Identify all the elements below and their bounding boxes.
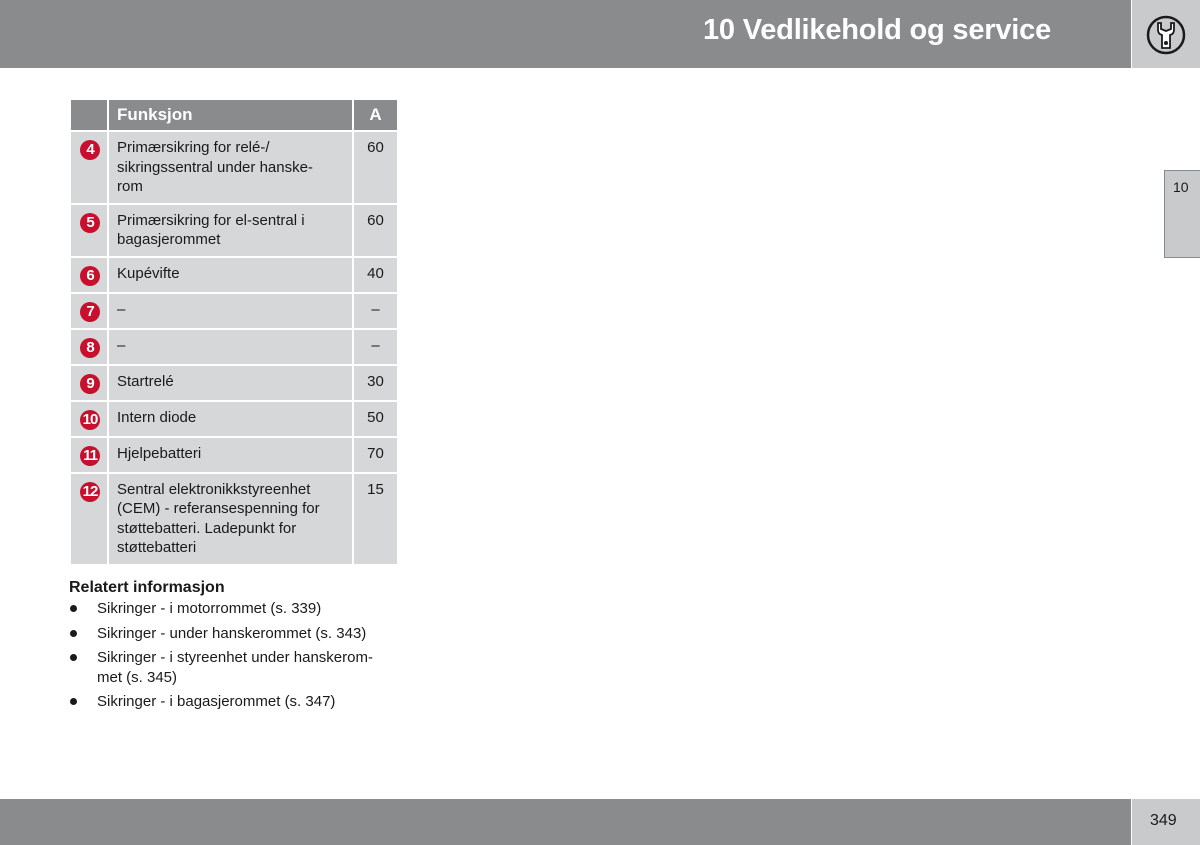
table-header-row [70,99,398,131]
list-item[interactable] [69,599,409,619]
amp-cell: – [353,293,398,329]
wrench-icon [1145,14,1187,56]
row-number-cell [70,329,108,365]
section-icon-box [1132,0,1200,68]
row-number-cell [70,204,108,257]
table-row [70,473,398,565]
position-badge: 11 [80,446,100,466]
row-number-cell [70,293,108,329]
table-row [70,437,398,473]
function-cell: Startrelé [108,365,353,401]
related-info-title: Relatert informasjon [69,579,225,596]
header-bar [0,0,1131,68]
position-badge: 4 [80,140,100,160]
chapter-tab-label: 10 [1173,179,1189,195]
header-amp-cell: A [353,99,398,131]
table-row [70,401,398,437]
table-row [70,257,398,293]
row-number-cell [70,401,108,437]
amp-cell: 50 [353,401,398,437]
row-number-cell [70,473,108,565]
amp-cell: 40 [353,257,398,293]
amp-cell: – [353,329,398,365]
function-cell: Primærsikring for relé-/ sikringssentral under hanske- rom [108,131,353,204]
position-badge: 8 [80,338,100,358]
amp-cell: 15 [353,473,398,565]
amp-cell: 30 [353,365,398,401]
position-badge: 7 [80,302,100,322]
row-number-cell [70,131,108,204]
table-row [70,204,398,257]
fuse-table-body [70,131,398,565]
row-number-cell [70,437,108,473]
table-row [70,329,398,365]
function-cell: – [108,329,353,365]
page-number: 349 [1150,812,1177,829]
footer-bar [0,799,1131,845]
row-number-cell [70,365,108,401]
page-number-box [1132,799,1200,845]
table-row [70,131,398,204]
bullet-icon [70,698,77,705]
header-function-cell: Funksjon [108,99,353,131]
bullet-icon [70,605,77,612]
page-title: 10 Vedlikehold og service [703,14,1051,46]
list-item-text: Sikringer - i bagasjerommet (s. 347) [97,693,336,710]
table-row [70,293,398,329]
position-badge: 10 [80,410,100,430]
function-cell: Hjelpebatteri [108,437,353,473]
function-cell: Intern diode [108,401,353,437]
function-cell: – [108,293,353,329]
related-info [69,578,409,717]
list-item[interactable] [69,648,409,687]
function-cell: Kupévifte [108,257,353,293]
bullet-icon [70,654,77,661]
amp-cell: 60 [353,204,398,257]
header-number-cell [70,99,108,131]
list-item[interactable] [69,624,409,644]
position-badge: 5 [80,213,100,233]
amp-cell: 70 [353,437,398,473]
fuse-table [69,98,399,566]
function-cell: Sentral elektronikkstyreenhet (CEM) - referansespenning for støttebatteri. Ladepunkt for støttebatteri [108,473,353,565]
position-badge: 9 [80,374,100,394]
function-cell: Primærsikring for el-sentral i bagasjerommet [108,204,353,257]
position-badge: 12 [80,482,100,502]
amp-cell: 60 [353,131,398,204]
chapter-tab[interactable] [1164,170,1200,258]
bullet-icon [70,630,77,637]
list-item-text: Sikringer - i motorrommet (s. 339) [97,600,322,617]
list-item-text: Sikringer - under hanskerommet (s. 343) [97,624,367,642]
position-badge: 6 [80,266,100,286]
list-item[interactable] [69,692,409,712]
related-info-list [69,599,409,712]
list-item-text: Sikringer - i styreenhet under hanskerom- met (s. 345) [97,649,373,686]
row-number-cell [70,257,108,293]
table-row [70,365,398,401]
